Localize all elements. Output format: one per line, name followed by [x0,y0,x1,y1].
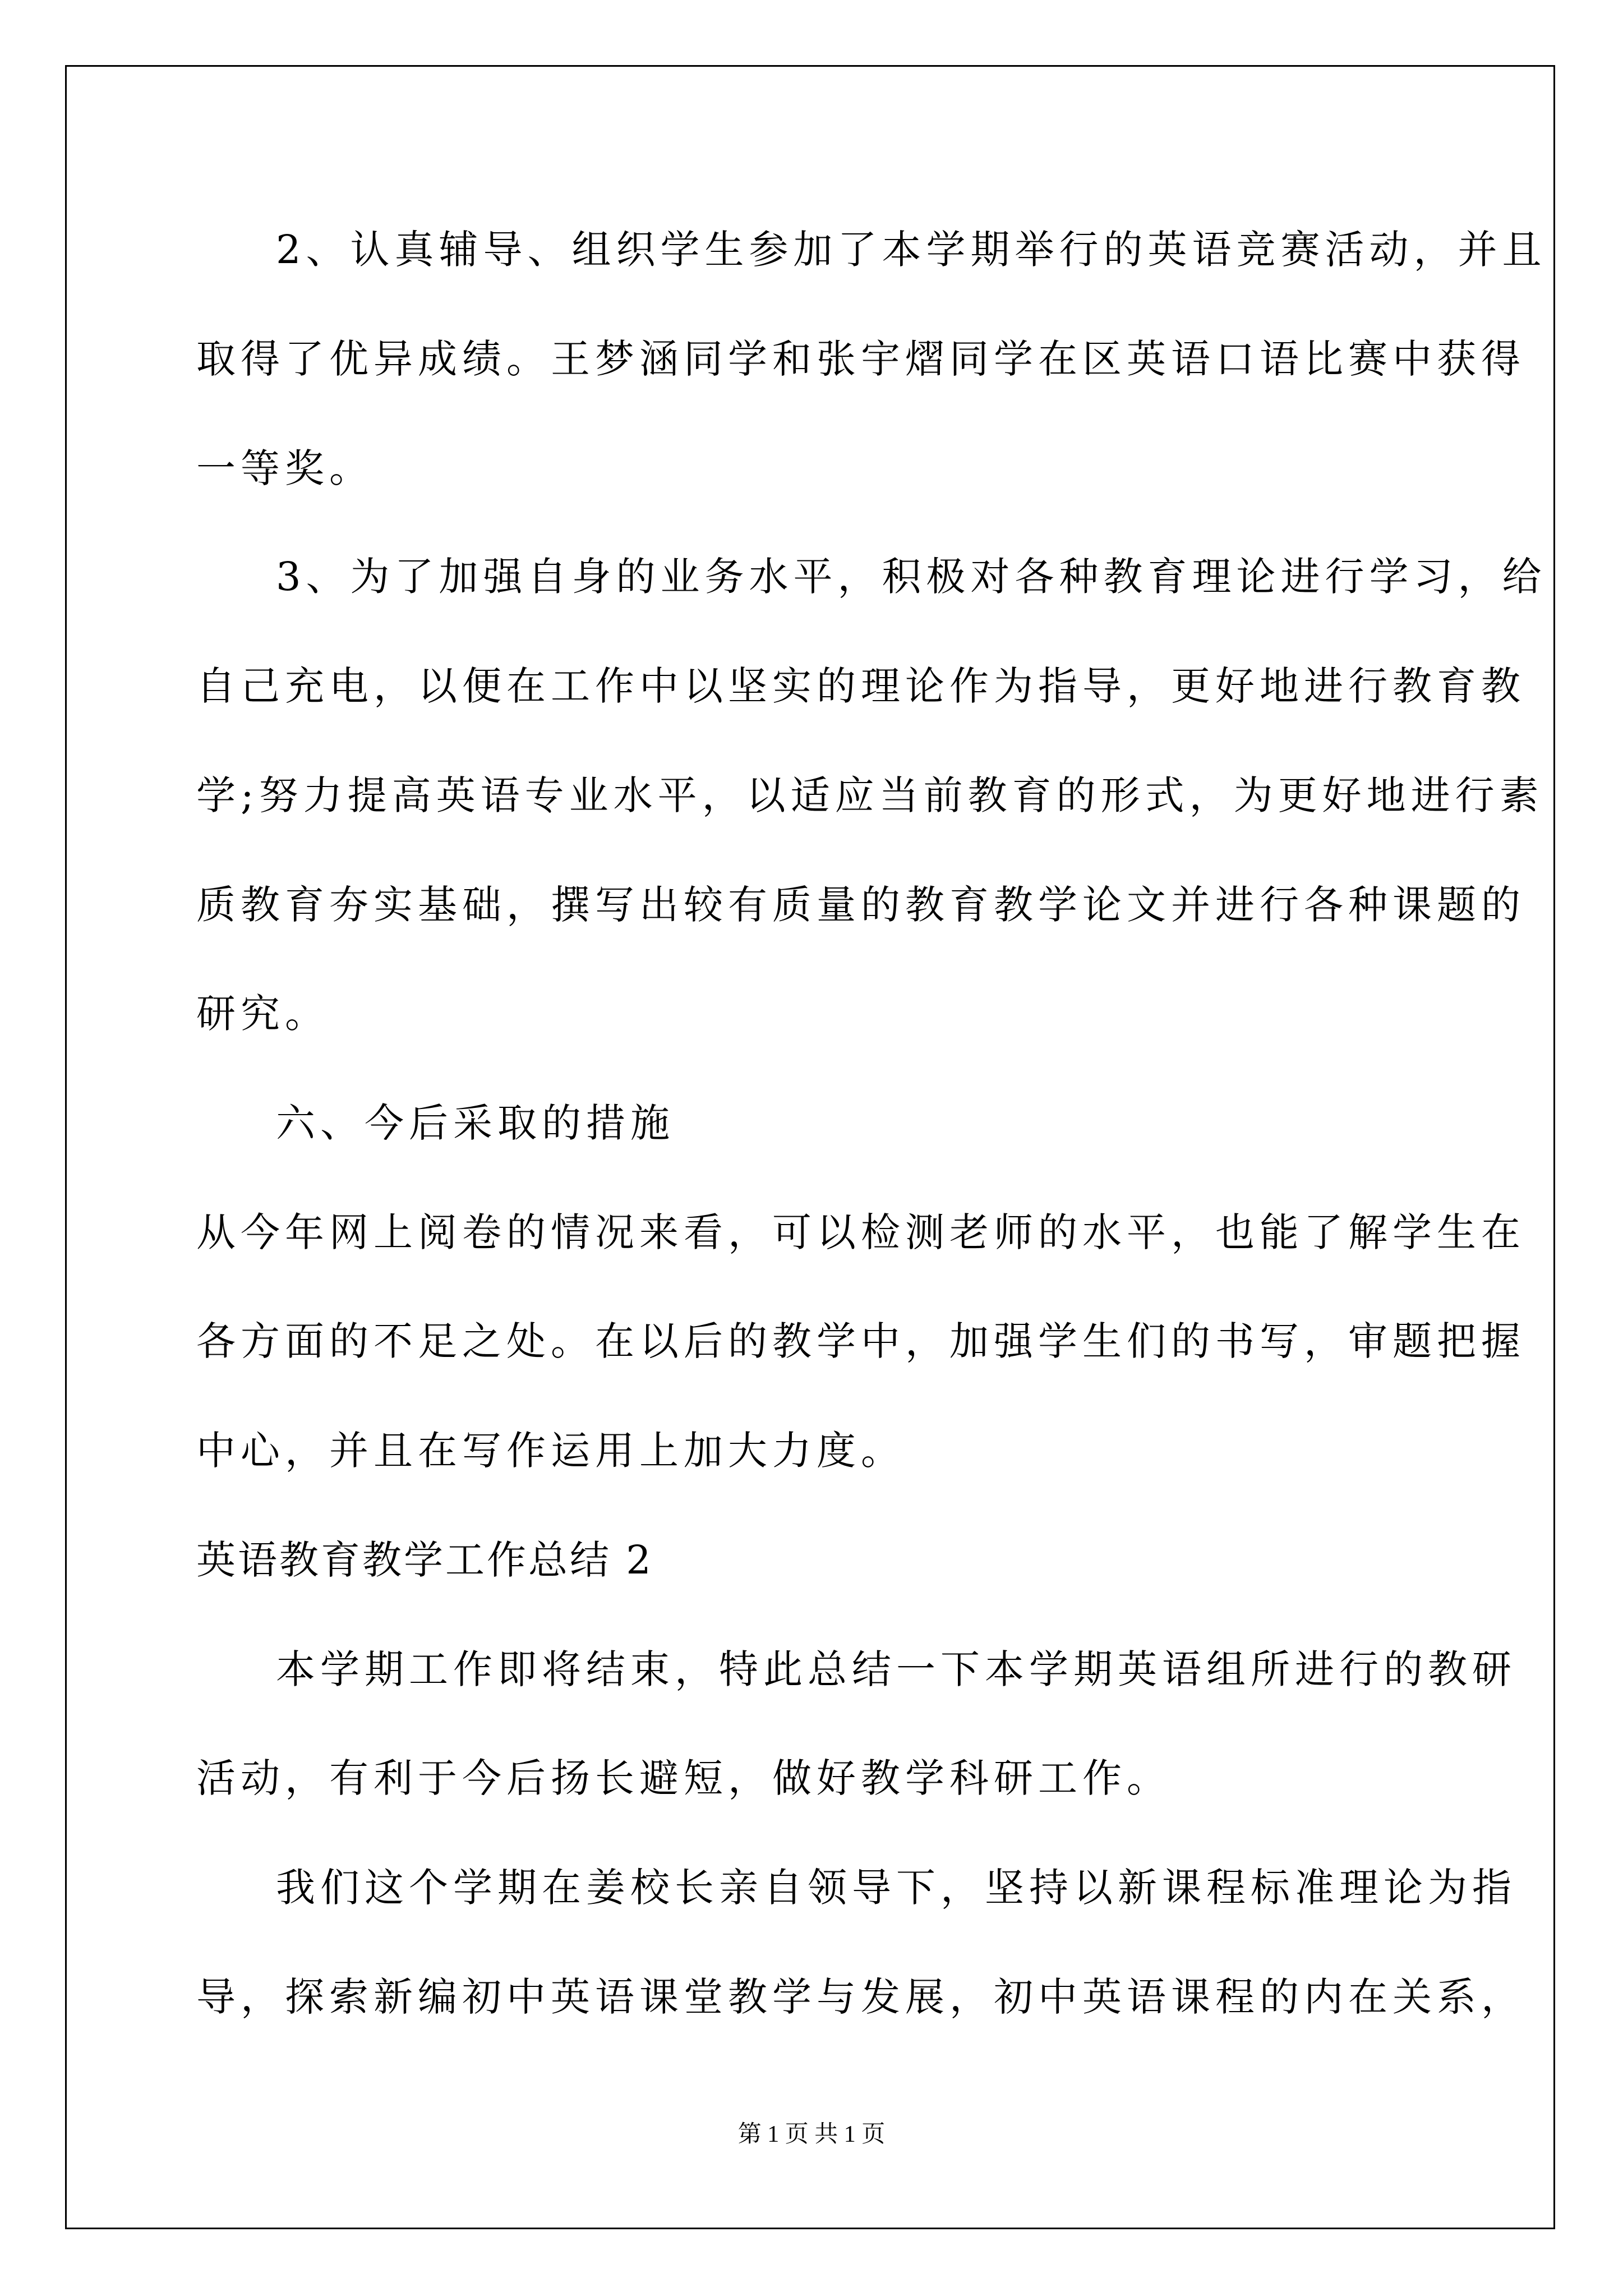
paragraph-3-line-1: 3、为了加强自身的业务水平，积极对各种教育理论进行学习，给 [276,554,1547,600]
paragraph-3-line-2: 自己充电，以便在工作中以坚实的理论作为指导，更好地进行教育教 [196,663,1525,709]
paragraph-summary-line-1: 本学期工作即将结束，特此总结一下本学期英语组所进行的教研 [276,1646,1516,1692]
paragraph-2-line-2: 取得了优异成绩。王梦涵同学和张宇熠同学在区英语口语比赛中获得 [196,336,1525,382]
paragraph-leadership-line-2: 导，探索新编初中英语课堂教学与发展，初中英语课程的内在关系， [196,1974,1525,2020]
page-number-footer: 第 1 页 共 1 页 [737,2122,886,2147]
section-heading-six: 六、今后采取的措施 [276,1100,675,1146]
paragraph-measures-line-3: 中心，并且在写作运用上加大力度。 [196,1428,905,1474]
paragraph-summary-line-2: 活动，有利于今后扬长避短，做好教学科研工作。 [196,1755,1171,1801]
paragraph-measures-line-2: 各方面的不足之处。在以后的教学中，加强学生们的书写，审题把握 [196,1318,1525,1364]
paragraph-2-line-1: 2、认真辅导、组织学生参加了本学期举行的英语竞赛活动，并且 [276,227,1547,273]
paragraph-measures-line-1: 从今年网上阅卷的情况来看，可以检测老师的水平，也能了解学生在 [196,1209,1525,1255]
paragraph-3-line-5: 研究。 [196,991,329,1037]
paragraph-3-line-4: 质教育夯实基础，撰写出较有质量的教育教学论文并进行各种课题的 [196,882,1525,928]
paragraph-2-line-3: 一等奖。 [196,445,374,491]
paragraph-leadership-line-1: 我们这个学期在姜校长亲自领导下，坚持以新课程标准理论为指 [276,1865,1516,1911]
paragraph-3-line-3: 学;努力提高英语专业水平，以适应当前教育的形式，为更好地进行素 [196,772,1544,818]
document-subtitle: 英语教育教学工作总结 2 [196,1537,653,1583]
